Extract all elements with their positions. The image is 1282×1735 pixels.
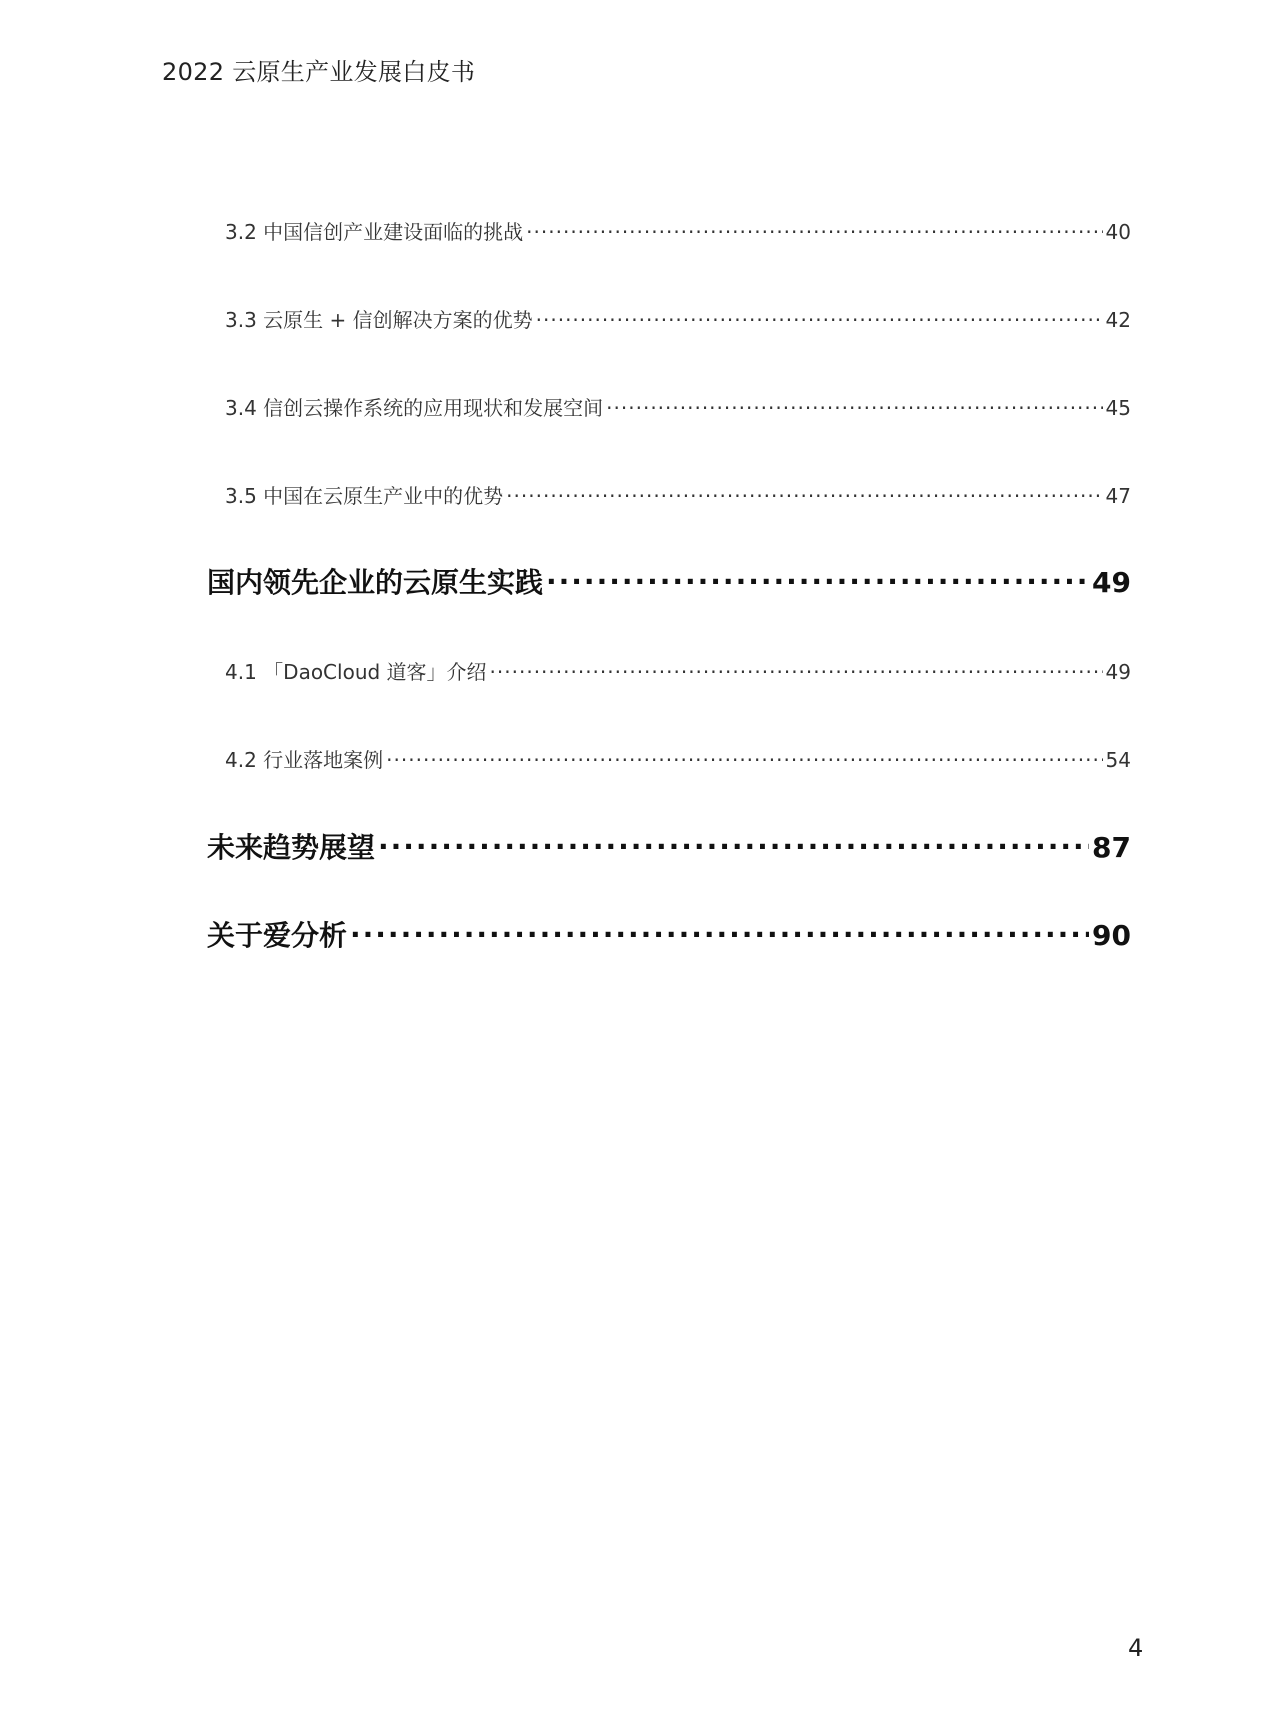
toc-leader-dots xyxy=(546,564,1089,592)
toc-leader-dots xyxy=(526,219,1102,239)
toc-leader-dots xyxy=(386,747,1102,767)
toc-entry-page: 40 xyxy=(1105,220,1131,244)
toc-entry-page: 49 xyxy=(1105,660,1131,684)
toc-chapter-4[interactable] xyxy=(207,561,1131,601)
toc-entry-label: 3.4 信创云操作系统的应用现状和发展空间 xyxy=(225,396,604,420)
toc-entry-3-4[interactable] xyxy=(225,392,1131,421)
toc-entry-4-1[interactable] xyxy=(225,656,1131,685)
toc-entry-3-2[interactable] xyxy=(225,216,1131,245)
toc-entry-page: 54 xyxy=(1105,748,1131,772)
toc-entry-page: 47 xyxy=(1105,484,1131,508)
toc-entry-label: 3.2 中国信创产业建设面临的挑战 xyxy=(225,220,524,244)
toc-entry-label: 4.2 行业落地案例 xyxy=(225,748,384,772)
toc-entry-page: 45 xyxy=(1105,396,1131,420)
toc-leader-dots xyxy=(490,659,1103,679)
toc-leader-dots xyxy=(606,395,1102,415)
toc-leader-dots xyxy=(378,829,1089,857)
toc-chapter-page: 49 xyxy=(1092,566,1131,599)
toc-leader-dots xyxy=(536,307,1103,327)
toc-entry-3-3[interactable] xyxy=(225,304,1131,333)
toc-leader-dots xyxy=(350,917,1089,945)
toc-chapter-page: 90 xyxy=(1092,919,1131,952)
toc-chapter-5[interactable] xyxy=(207,826,1131,866)
toc-entry-label: 3.3 云原生 + 信创解决方案的优势 xyxy=(225,308,533,332)
toc-entry-4-2[interactable] xyxy=(225,744,1131,773)
toc-entry-page: 42 xyxy=(1105,308,1131,332)
page-number: 4 xyxy=(1128,1634,1144,1662)
toc-entry-label: 4.1 「DaoCloud 道客」介绍 xyxy=(225,660,487,684)
toc-chapter-label: 未来趋势展望 xyxy=(207,831,376,864)
toc-entry-3-5[interactable] xyxy=(225,480,1131,509)
toc-leader-dots xyxy=(506,483,1102,503)
toc-chapter-about[interactable] xyxy=(207,914,1131,954)
toc-entry-label: 3.5 中国在云原生产业中的优势 xyxy=(225,484,504,508)
document-header-title: 2022 云原生产业发展白皮书 xyxy=(162,58,476,86)
toc-chapter-label: 关于爱分析 xyxy=(207,919,348,952)
toc-chapter-page: 87 xyxy=(1092,831,1131,864)
toc-chapter-label: 国内领先企业的云原生实践 xyxy=(207,566,544,599)
